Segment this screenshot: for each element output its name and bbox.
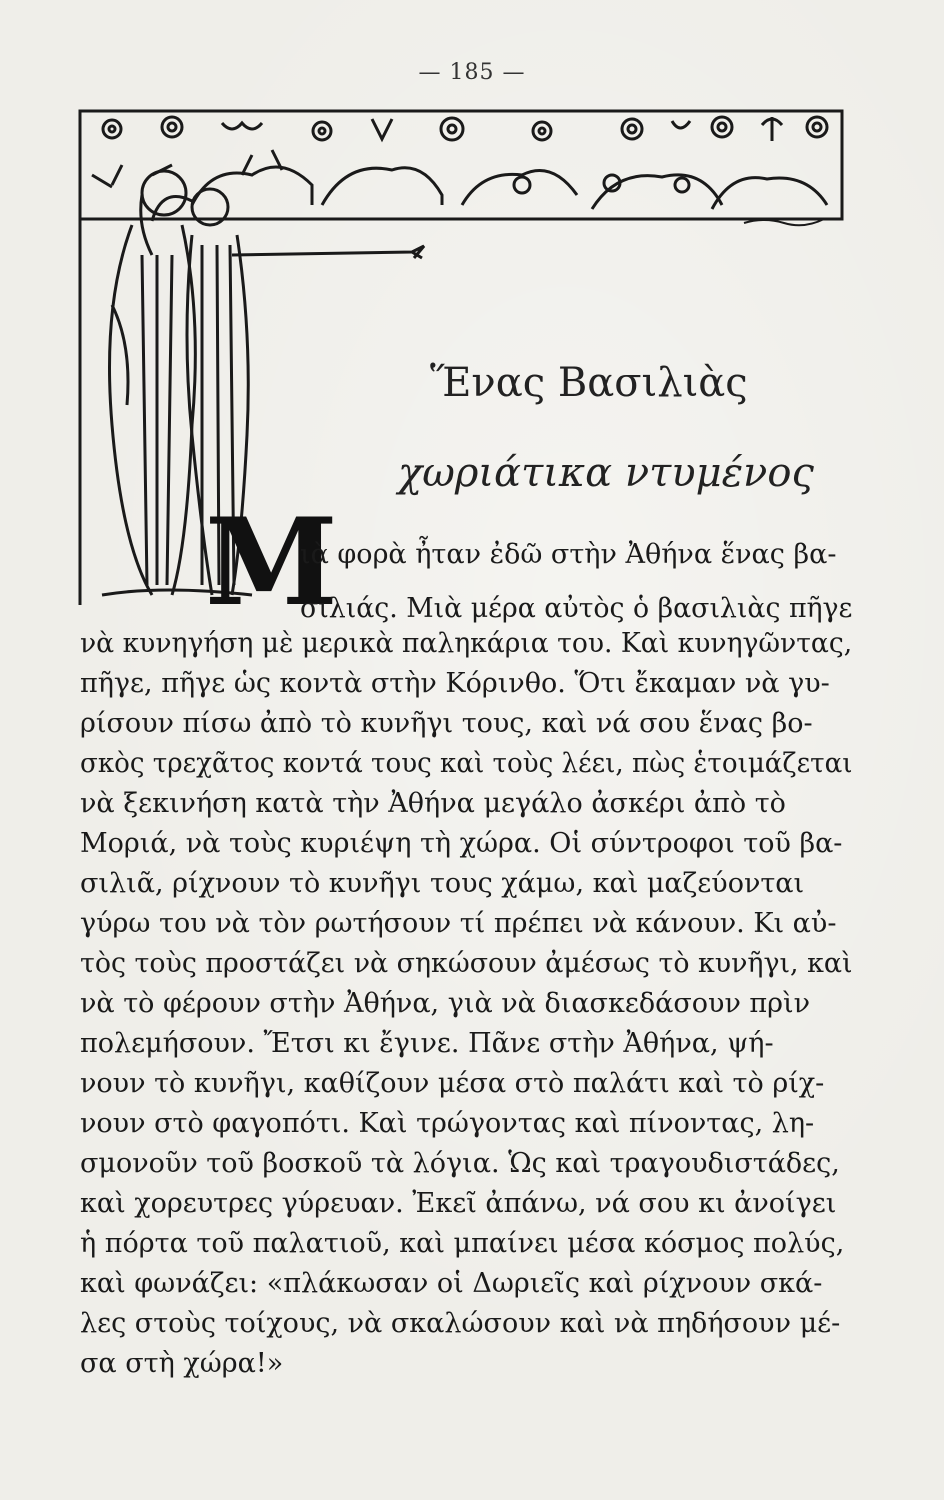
text-line: καὶ φωνάζει: «πλάκωσαν οἱ Δωριεῖς καὶ ρίχνουν σκά- bbox=[80, 1268, 823, 1299]
text-line: γύρω του νὰ τὸν ρωτήσουν τί πρέπει νὰ κάνουν. Κι αὐ- bbox=[80, 908, 837, 939]
text-line: νουν στὸ φαγοπότι. Καὶ τρώγοντας καὶ πίνοντας, λη- bbox=[80, 1108, 815, 1139]
text-line: νὰ ξεκινήση κατὰ τὴν Ἀθήνα μεγάλο ἀσκέρι ἀπὸ τὸ bbox=[80, 788, 786, 819]
text-line: νὰ κυνηγήση μὲ μερικὰ παληκάρια του. Καὶ κυνηγῶντας, bbox=[80, 628, 853, 659]
text-line: λες στοὺς τοίχους, νὰ σκαλώσουν καὶ νὰ πηδήσουν μέ- bbox=[80, 1308, 841, 1339]
text-line: σιλιάς. Μιὰ μέρα αὐτὸς ὁ βασιλιὰς πῆγε bbox=[300, 593, 853, 624]
text-line: νουν τὸ κυνῆγι, καθίζουν μέσα στὸ παλάτι καὶ τὸ ρίχ- bbox=[80, 1068, 825, 1099]
text-line: σμονοῦν τοῦ βοσκοῦ τὰ λόγια. Ὡς καὶ τραγουδιστάδες, bbox=[80, 1148, 840, 1179]
text-line: πολεμήσουν. Ἔτσι κι ἔγινε. Πᾶνε στὴν Ἀθήνα, ψή- bbox=[80, 1028, 774, 1059]
text-line: ρίσουν πίσω ἀπὸ τὸ κυνῆγι τους, καὶ νά σου ἕνας βο- bbox=[80, 708, 813, 739]
chapter-title: Ἕνας Βασιλιὰς bbox=[430, 360, 748, 406]
text-line: σκὸς τρεχᾶτος κοντά τους καὶ τοὺς λέει, πὼς ἑτοιμάζεται bbox=[80, 748, 853, 779]
text-line: πῆγε, πῆγε ὡς κοντὰ στὴν Κόρινθο. Ὅτι ἔκαμαν νὰ γυ- bbox=[80, 668, 830, 699]
text-line: σα στὴ χώρα!» bbox=[80, 1348, 284, 1379]
text-line: τὸς τοὺς προστάζει νὰ σηκώσουν ἀμέσως τὸ κυνῆγι, καὶ bbox=[80, 948, 853, 979]
text-line: ἡ πόρτα τοῦ παλατιοῦ, καὶ μπαίνει μέσα κόσμος πολύς, bbox=[80, 1228, 845, 1259]
text-line: Μοριά, νὰ τοὺς κυριέψη τὴ χώρα. Οἱ σύντροφοι τοῦ βα- bbox=[80, 828, 843, 859]
text-line: νὰ τὸ φέρουν στὴν Ἀθήνα, γιὰ νὰ διασκεδάσουν πρὶν bbox=[80, 988, 811, 1019]
text-line: ιὰ φορὰ ἦταν ἐδῶ στὴν Ἀθήνα ἕνας βα- bbox=[300, 539, 837, 570]
text-line: καὶ χορευτρες γύρευαν. Ἐκεῖ ἀπάνω, νά σου κι ἀνοίγει bbox=[80, 1188, 837, 1219]
chapter-subtitle: χωριάτικα ντυμένος bbox=[398, 450, 814, 496]
page-number: — 185 — bbox=[418, 60, 526, 85]
text-line: σιλιᾶ, ρίχνουν τὸ κυνῆγι τους χάμω, καὶ μαζεύονται bbox=[80, 868, 805, 899]
drop-cap: Μ bbox=[205, 492, 338, 633]
